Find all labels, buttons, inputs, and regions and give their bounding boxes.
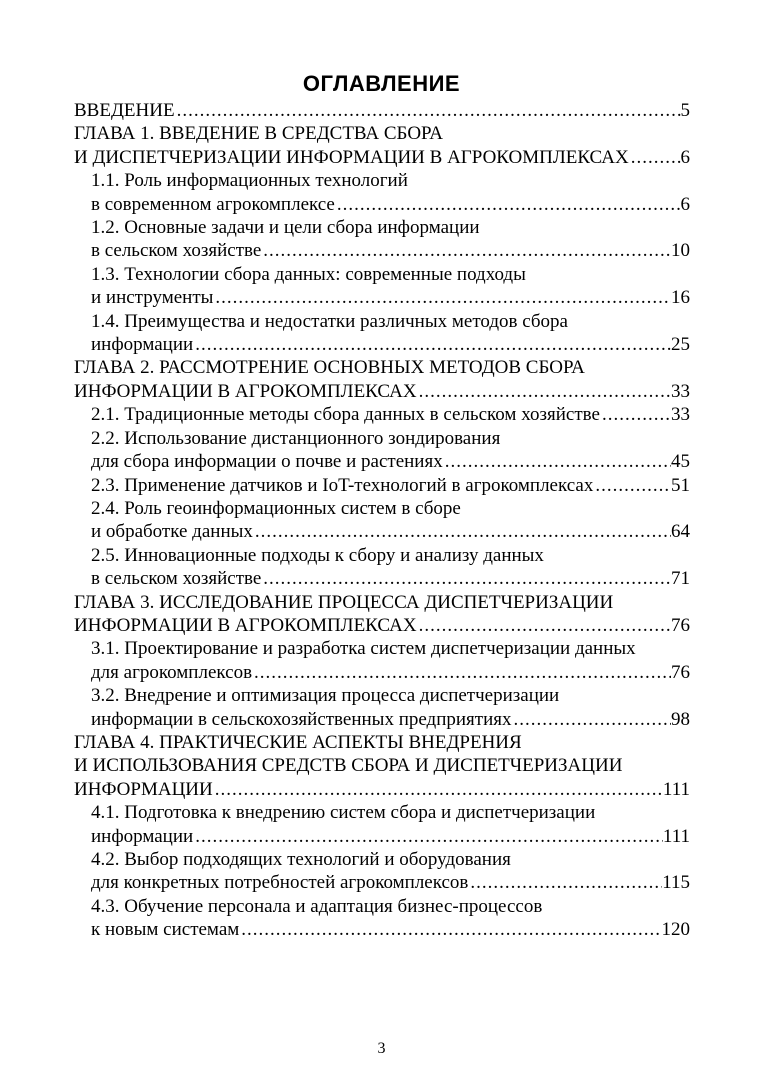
toc-line xyxy=(91,637,690,660)
toc-entry-text: и инструменты xyxy=(91,287,214,309)
toc-subsection xyxy=(74,427,690,474)
toc-subsection xyxy=(74,474,690,497)
toc-entry-text: 4.1. Подготовка к внедрению систем сбора и диспетчеризации xyxy=(91,802,596,824)
toc-line xyxy=(91,450,690,473)
toc-entry-text: ГЛАВА 2. РАССМОТРЕНИЕ ОСНОВНЫХ МЕТОДОВ СБОРА xyxy=(74,357,585,379)
toc-page-number: 98 xyxy=(671,708,690,730)
toc-line xyxy=(91,684,690,707)
toc-entry-text: ИНФОРМАЦИИ В АГРОКОМПЛЕКСАХ xyxy=(74,614,417,636)
page-number: 3 xyxy=(377,1040,386,1057)
toc-entry-text: 2.4. Роль геоинформационных систем в сборе xyxy=(91,497,461,519)
toc-chapter xyxy=(74,731,690,801)
toc-entry-text: для агрокомплексов xyxy=(91,661,253,683)
toc-page-number: 111 xyxy=(662,778,690,800)
toc-line xyxy=(91,871,690,894)
dot-leader xyxy=(600,403,671,426)
toc-line xyxy=(74,122,690,145)
toc-line xyxy=(74,778,690,801)
toc-entry-text: 1.2. Основные задачи и цели сбора информации xyxy=(91,217,480,239)
toc-line xyxy=(91,520,690,543)
toc-subsection xyxy=(74,403,690,426)
page-title: ОГЛАВЛЕНИЕ xyxy=(302,70,461,96)
toc-entry-text: ГЛАВА 3. ИССЛЕДОВАНИЕ ПРОЦЕССА ДИСПЕТЧЕРИЗАЦИИ xyxy=(74,591,614,613)
toc-page-number: 76 xyxy=(671,614,690,636)
toc-page-number: 6 xyxy=(680,193,690,215)
toc-line xyxy=(91,544,690,567)
toc-line xyxy=(91,567,690,590)
toc-line xyxy=(91,310,690,333)
toc-line xyxy=(91,427,690,450)
toc-line xyxy=(91,263,690,286)
dot-leader xyxy=(261,239,671,262)
toc-line xyxy=(91,801,690,824)
toc-entry-text: информации xyxy=(91,825,194,847)
toc-line xyxy=(91,403,690,426)
toc-line xyxy=(74,356,690,379)
toc-entry-text: 2.3. Применение датчиков и IoT-технологий в агрокомплексах xyxy=(91,474,594,496)
toc-entry-text: для конкретных потребностей агрокомплексов xyxy=(91,872,469,894)
toc-page-number: 76 xyxy=(671,661,690,683)
toc-line xyxy=(91,895,690,918)
dot-leader xyxy=(252,661,671,684)
toc-entry-text: ИНФОРМАЦИИ В АГРОКОМПЛЕКСАХ xyxy=(74,380,417,402)
toc-entry-text: 2.2. Использование дистанционного зондирования xyxy=(91,427,501,449)
toc-line xyxy=(74,591,690,614)
toc-line xyxy=(74,614,690,637)
toc-entry-text: 1.1. Роль информационных технологий xyxy=(91,170,408,192)
toc-page-number: 10 xyxy=(671,240,690,262)
toc-line xyxy=(91,474,690,497)
dot-leader xyxy=(468,871,662,894)
toc-chapter xyxy=(74,99,690,122)
toc-entry-text: ВВЕДЕНИЕ xyxy=(74,100,175,121)
toc-chapter xyxy=(74,591,690,638)
toc-line xyxy=(91,708,690,731)
toc-line xyxy=(91,825,690,848)
toc-line xyxy=(74,146,690,169)
toc-line xyxy=(91,848,690,871)
dot-leader xyxy=(417,380,671,403)
toc-entry-text: информации xyxy=(91,334,194,356)
dot-leader xyxy=(193,333,671,356)
toc-entry-text: И ИСПОЛЬЗОВАНИЯ СРЕДСТВ СБОРА И ДИСПЕТЧЕРИЗАЦИИ xyxy=(74,755,623,777)
toc-page-number: 25 xyxy=(671,334,690,356)
toc-subsection xyxy=(74,497,690,544)
dot-leader xyxy=(335,193,681,216)
toc-subsection xyxy=(74,216,690,263)
toc-page-number: 120 xyxy=(661,919,690,941)
table-of-contents xyxy=(74,99,690,942)
dot-leader xyxy=(213,286,671,309)
dot-leader xyxy=(193,825,663,848)
toc-entry-text: И ДИСПЕТЧЕРИЗАЦИИ ИНФОРМАЦИИ В АГРОКОМПЛЕКСАХ xyxy=(74,146,629,168)
toc-subsection xyxy=(74,637,690,684)
toc-line xyxy=(91,333,690,356)
toc-entry-text: в сельском хозяйстве xyxy=(91,568,262,590)
toc-entry-text: 1.4. Преимущества и недостатки различных методов сбора xyxy=(91,310,568,332)
toc-entry-text: в сельском хозяйстве xyxy=(91,240,262,262)
toc-entry-text: ГЛАВА 1. ВВЕДЕНИЕ В СРЕДСТВА СБОРА xyxy=(74,123,443,145)
toc-page-number: 71 xyxy=(671,568,690,590)
toc-entry-text: для сбора информации о почве и растениях xyxy=(91,451,443,473)
toc-subsection xyxy=(74,169,690,216)
toc-entry-text: 2.5. Инновационные подходы к сбору и анализу данных xyxy=(91,544,544,566)
toc-subsection xyxy=(74,544,690,591)
toc-subsection xyxy=(74,263,690,310)
toc-line xyxy=(91,216,690,239)
toc-line xyxy=(74,754,690,777)
toc-entry-text: информации в сельскохозяйственных предприятиях xyxy=(91,708,512,730)
toc-page-number: 33 xyxy=(671,404,690,426)
toc-line xyxy=(74,731,690,754)
dot-leader xyxy=(629,146,681,169)
toc-page-number: 6 xyxy=(680,146,690,168)
toc-entry-text: 4.3. Обучение персонала и адаптация бизнес-процессов xyxy=(91,895,543,917)
toc-line xyxy=(91,918,690,941)
toc-page-number: 5 xyxy=(680,100,690,121)
toc-page-number: 115 xyxy=(662,872,690,894)
dot-leader xyxy=(261,567,671,590)
toc-page-number: 51 xyxy=(671,474,690,496)
toc-chapter xyxy=(74,122,690,169)
toc-line xyxy=(91,661,690,684)
toc-line xyxy=(91,286,690,309)
toc-page-number: 45 xyxy=(671,451,690,473)
dot-leader xyxy=(239,918,661,941)
toc-chapter xyxy=(74,356,690,403)
toc-entry-text: 2.1. Традиционные методы сбора данных в сельском хозяйстве xyxy=(91,404,600,426)
toc-page-number: 64 xyxy=(671,521,690,543)
toc-entry-text: и обработке данных xyxy=(91,521,253,543)
dot-leader xyxy=(512,708,671,731)
toc-page-number: 16 xyxy=(671,287,690,309)
toc-entry-text: 3.2. Внедрение и оптимизация процесса диспетчеризации xyxy=(91,685,560,707)
toc-subsection xyxy=(74,848,690,895)
dot-leader xyxy=(443,450,671,473)
toc-entry-text: ИНФОРМАЦИИ xyxy=(74,778,213,800)
dot-leader xyxy=(253,520,671,543)
toc-subsection xyxy=(74,895,690,942)
toc-line xyxy=(91,169,690,192)
dot-leader xyxy=(593,474,671,497)
toc-line xyxy=(74,380,690,403)
toc-subsection xyxy=(74,310,690,357)
toc-page-number: 33 xyxy=(671,380,690,402)
toc-entry-text: к новым системам xyxy=(91,919,240,941)
toc-subsection xyxy=(74,801,690,848)
toc-line xyxy=(91,497,690,520)
dot-leader xyxy=(213,778,663,801)
dot-leader xyxy=(417,614,671,637)
toc-entry-text: 3.1. Проектирование и разработка систем диспетчеризации данных xyxy=(91,638,636,660)
toc-entry-text: 1.3. Технологии сбора данных: современные подходы xyxy=(91,263,526,285)
toc-line xyxy=(91,239,690,262)
toc-line xyxy=(74,99,690,122)
toc-line xyxy=(91,193,690,216)
dot-leader xyxy=(175,99,681,122)
toc-subsection xyxy=(74,684,690,731)
toc-entry-text: ГЛАВА 4. ПРАКТИЧЕСКИЕ АСПЕКТЫ ВНЕДРЕНИЯ xyxy=(74,731,522,753)
toc-page-number: 111 xyxy=(662,825,690,847)
toc-entry-text: в современном агрокомплексе xyxy=(91,193,335,215)
toc-entry-text: 4.2. Выбор подходящих технологий и оборудования xyxy=(91,849,511,870)
